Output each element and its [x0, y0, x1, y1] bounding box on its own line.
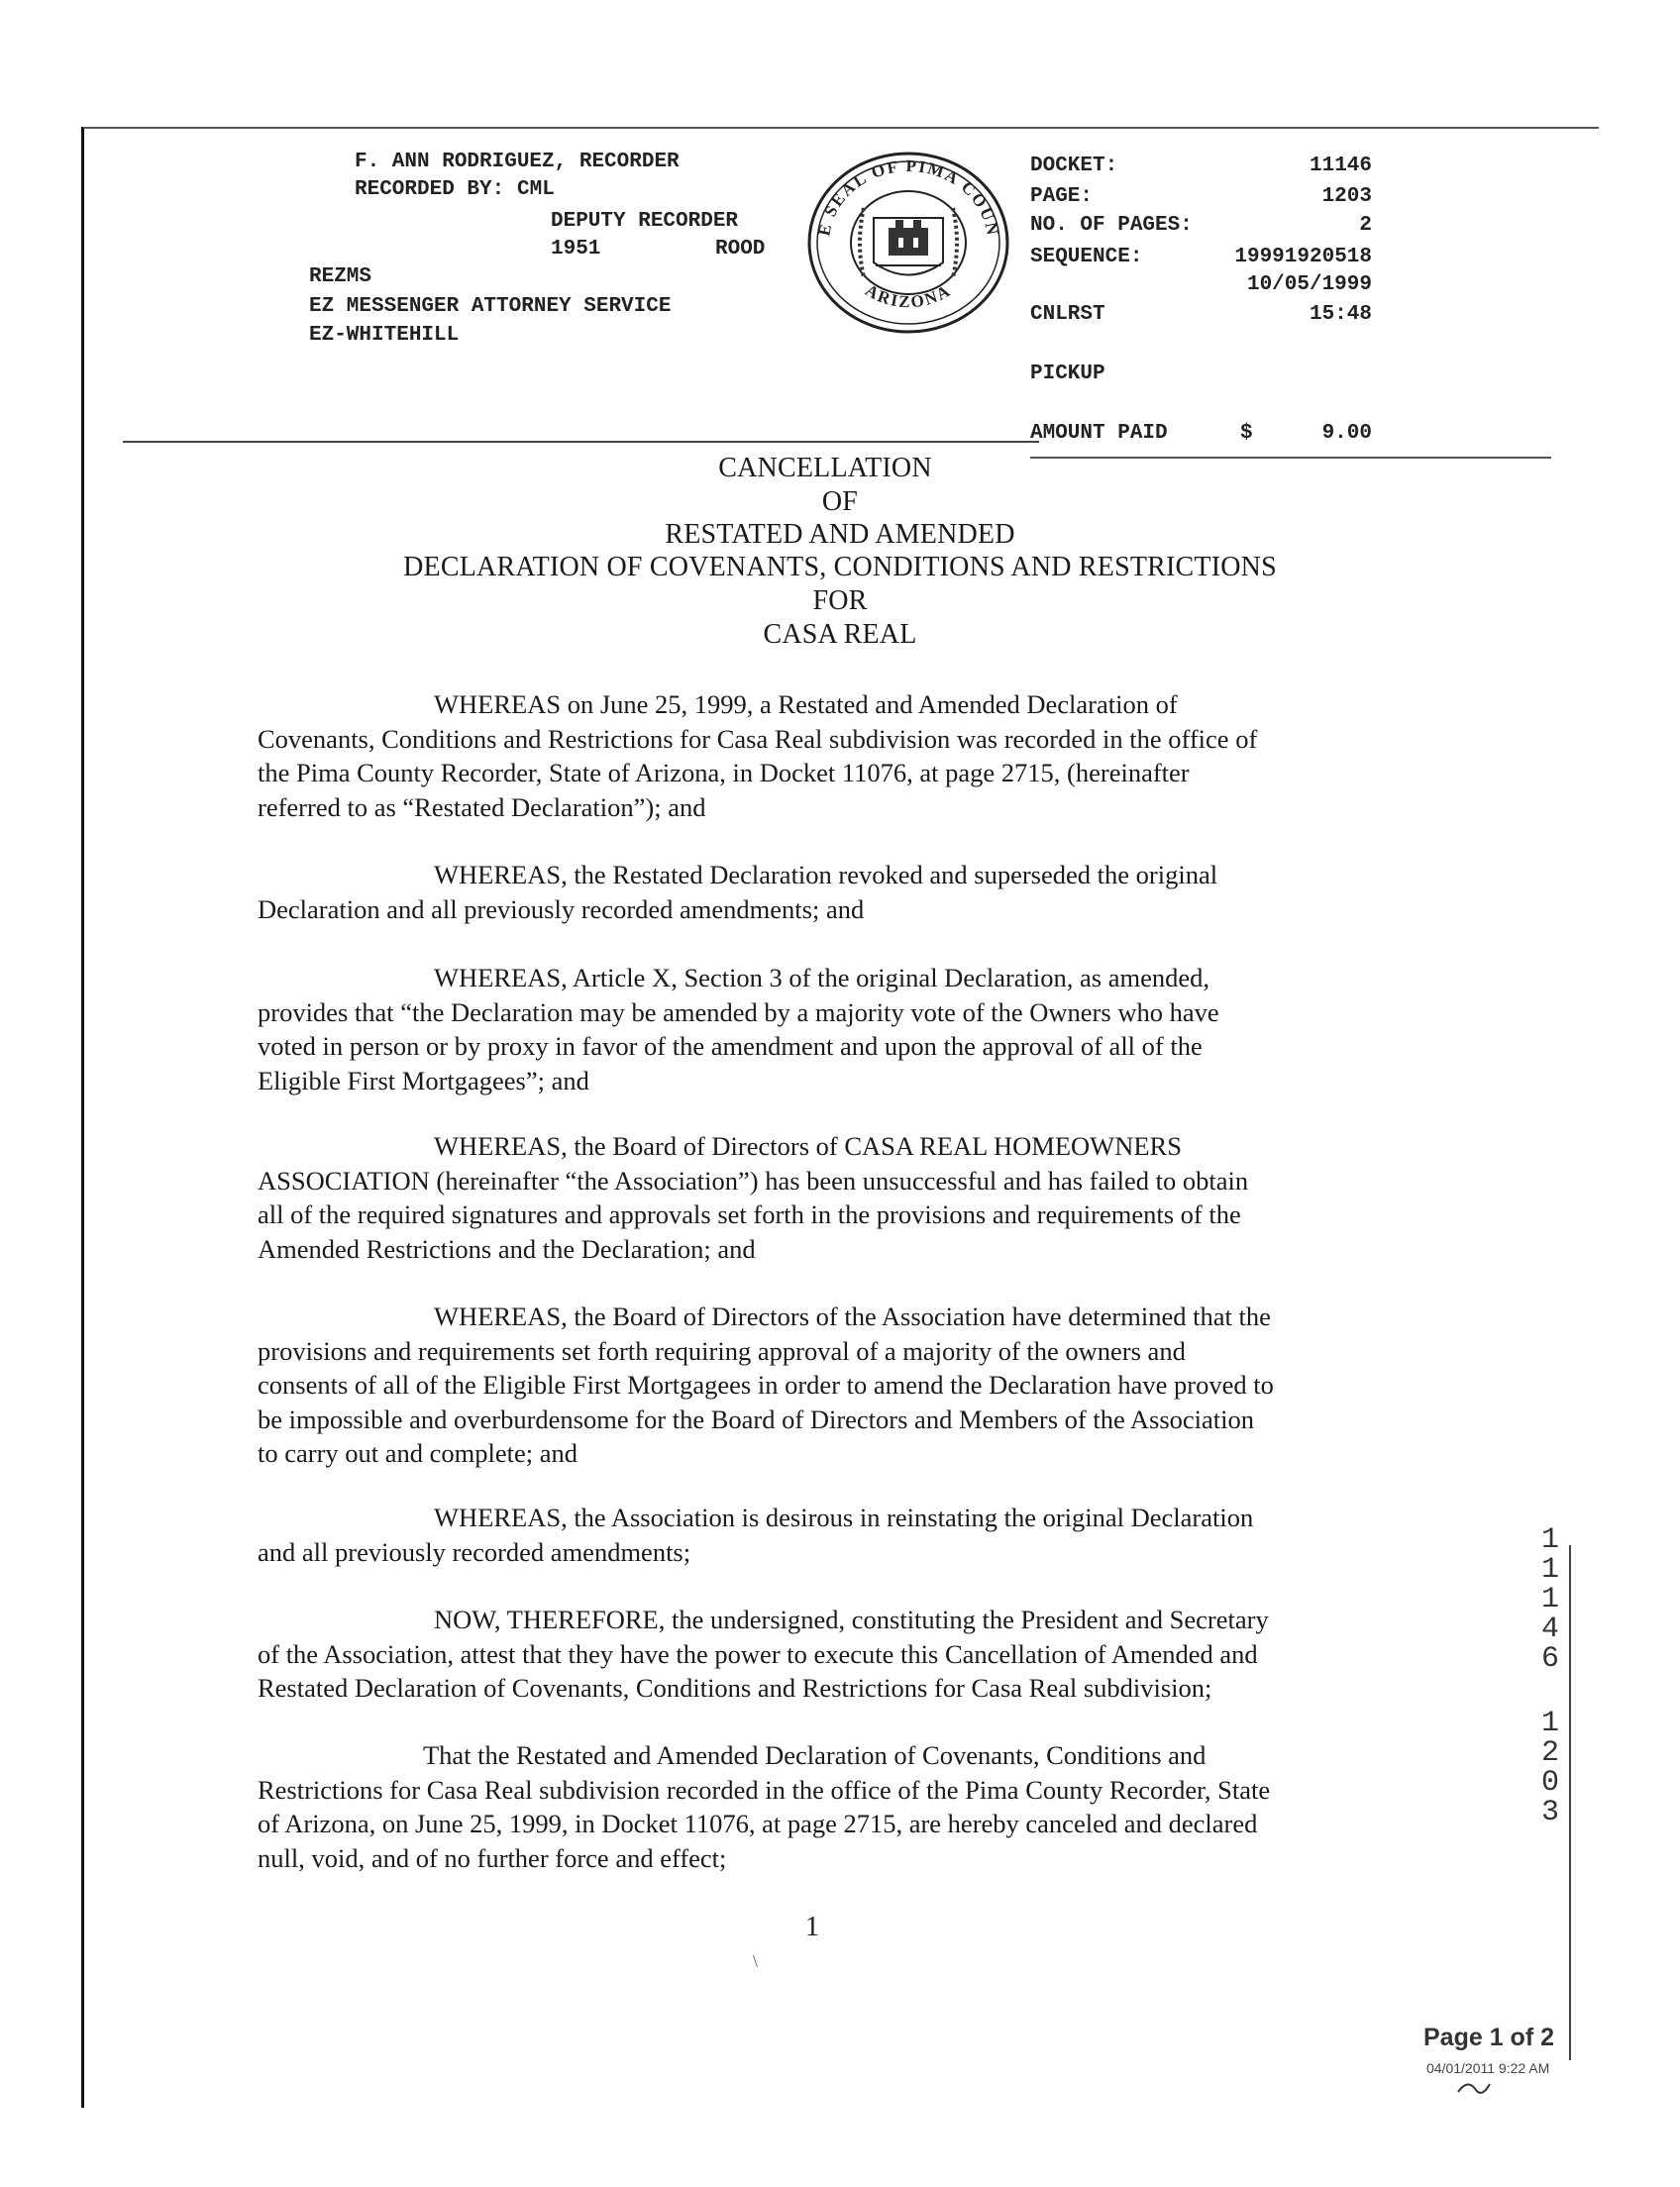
title-line-3: RESTATED AND AMENDED: [665, 519, 1015, 550]
paragraph-line: consents of all of the Eligible First Mortgagees in order to amend the Declaration have proved to: [258, 1370, 1274, 1400]
seal-bottom-text: ARIZONA: [862, 280, 955, 312]
title-line-1: CANCELLATION: [718, 453, 932, 483]
paragraph-line: all of the required signatures and approvals set forth in the provisions and requirements of the: [258, 1199, 1241, 1229]
title-line-6: CASA REAL: [763, 619, 917, 650]
time-value: 15:48: [1309, 303, 1372, 326]
paragraph-line: WHEREAS, the Association is desirous in reinstating the original Declaration: [434, 1503, 1254, 1532]
side-digit: 1: [1541, 1583, 1560, 1616]
paragraph-line: WHEREAS, the Board of Directors of the Association have determined that the: [434, 1302, 1271, 1331]
side-digit: 2: [1541, 1736, 1560, 1770]
paragraph-line: voted in person or by proxy in favor of the amendment and upon the approval of all of the: [258, 1031, 1203, 1061]
page-row: [1030, 185, 1372, 215]
side-digit: 1: [1541, 1707, 1560, 1740]
deputy-recorder: DEPUTY RECORDER: [551, 210, 739, 233]
type-label: CNLRST: [1030, 303, 1105, 326]
svg-text:ARIZONA: [862, 280, 954, 311]
paragraph-line: provisions and requirements set forth requiring approval of a majority of the owners and: [258, 1335, 1186, 1366]
title-line-4: DECLARATION OF COVENANTS, CONDITIONS AND RESTRICTIONS: [403, 552, 1277, 582]
rezms-code: REZMS: [309, 265, 372, 288]
paragraph-line: provides that “the Declaration may be amended by a majority vote of the Owners who have: [258, 996, 1219, 1027]
side-digit: 6: [1541, 1642, 1560, 1676]
paragraph-line: WHEREAS, the Restated Declaration revoked and superseded the original: [434, 860, 1218, 889]
paragraph-line: Declaration and all previously recorded amendments; and: [258, 893, 865, 924]
scribble-icon: [1454, 2072, 1494, 2102]
date-row: [1030, 273, 1372, 303]
messenger-service: EZ MESSENGER ATTORNEY SERVICE: [309, 295, 672, 318]
paragraph-line: Restated Declaration of Covenants, Conditions and Restrictions for Casa Real subdivision;: [258, 1673, 1212, 1703]
paragraph-line: Amended Restrictions and the Declaration; and: [258, 1233, 756, 1264]
pickup-row: [1030, 363, 1372, 392]
side-digit: 3: [1541, 1796, 1560, 1829]
paragraph-line: be impossible and overburdensome for the Board of Directors and Members of the Association: [258, 1404, 1255, 1434]
date-value: 10/05/1999: [1246, 273, 1372, 296]
side-digit: 1: [1541, 1523, 1560, 1557]
docket-row: [1030, 155, 1372, 184]
paragraph-line: Covenants, Conditions and Restrictions for Casa Real subdivision was recorded in the office of: [258, 723, 1258, 754]
right-margin-line: [1569, 1545, 1571, 2060]
paragraph-6: [258, 1501, 1387, 1569]
paragraph-5: [258, 1300, 1387, 1471]
recorded-by-value: CML: [517, 178, 555, 201]
paragraph-line: Restrictions for Casa Real subdivision recorded in the office of the Pima County Recorder, State: [258, 1774, 1271, 1805]
left-margin-line: [81, 127, 84, 2108]
sequence-value: 19991920518: [1234, 246, 1372, 268]
amount-label: AMOUNT PAID: [1030, 422, 1168, 445]
paragraph-8: [258, 1738, 1387, 1875]
pages-label: NO. OF PAGES:: [1030, 214, 1193, 237]
paragraph-line: to carry out and complete; and: [258, 1438, 578, 1468]
sequence-row: [1030, 246, 1372, 275]
pickup-label: PICKUP: [1030, 363, 1105, 385]
docket-label: DOCKET:: [1030, 155, 1118, 177]
page-of-label: Page 1 of 2: [1423, 2024, 1554, 2051]
page-number: 1: [805, 1912, 819, 1942]
sequence-label: SEQUENCE:: [1030, 246, 1143, 268]
paragraph-7: [258, 1603, 1387, 1706]
deputy-number: 1951: [551, 238, 601, 260]
side-digit: 1: [1541, 1553, 1560, 1587]
paragraph-line: null, void, and of no further force and effect;: [258, 1842, 727, 1873]
seal-icon: [804, 149, 1012, 337]
paragraph-line: and all previously recorded amendments;: [258, 1536, 691, 1567]
amount-currency: $: [1240, 422, 1253, 445]
stray-mark: \: [753, 1951, 759, 1971]
pima-county-seal: [804, 149, 1012, 337]
paragraph-line: NOW, THEREFORE, the undersigned, constituting the President and Secretary: [434, 1605, 1269, 1634]
paragraph-line: of the Association, attest that they have the power to execute this Cancellation of Amended and: [258, 1638, 1258, 1669]
paragraph-3: [258, 961, 1387, 1097]
deputy-code: ROOD: [715, 238, 766, 260]
paragraph-line: Eligible First Mortgagees”; and: [258, 1065, 589, 1095]
side-digit: 4: [1541, 1613, 1560, 1646]
paragraph-line: WHEREAS, the Board of Directors of CASA REAL HOMEOWNERS: [434, 1131, 1182, 1161]
page-label: PAGE:: [1030, 185, 1094, 208]
recorded-by-label: RECORDED BY:: [355, 178, 505, 201]
side-digit: 0: [1541, 1766, 1560, 1800]
title-line-2: OF: [821, 486, 859, 517]
paragraph-line: That the Restated and Amended Declaration of Covenants, Conditions and: [423, 1740, 1207, 1770]
recorder-name: F. ANN RODRIGUEZ, RECORDER: [355, 151, 680, 173]
page-value: 1203: [1321, 185, 1372, 208]
paragraph-line: referred to as “Restated Declaration”); and: [258, 791, 706, 822]
paragraph-2: [258, 858, 1387, 926]
paragraph-line: WHEREAS on June 25, 1999, a Restated and Amended Declaration of: [434, 689, 1178, 719]
paragraph-line: of Arizona, on June 25, 1999, in Docket 11076, at page 2715, are hereby canceled and declared: [258, 1809, 1258, 1838]
paragraph-line: ASSOCIATION (hereinafter “the Association”) has been unsuccessful and has failed to obtain: [258, 1165, 1249, 1196]
whitehill: EZ-WHITEHILL: [309, 324, 460, 347]
pages-value: 2: [1359, 214, 1372, 237]
header-top-rule: [83, 127, 1599, 129]
header-bottom-rule-left: [123, 441, 1039, 443]
amount-value: 9.00: [1321, 422, 1372, 445]
paragraph-1: [258, 687, 1387, 824]
title-line-5: FOR: [812, 585, 868, 616]
docket-value: 11146: [1309, 155, 1372, 177]
paragraph-line: the Pima County Recorder, State of Arizona, in Docket 11076, at page 2715, (hereinafter: [258, 758, 1190, 787]
pages-row: [1030, 214, 1372, 244]
paragraph-line: WHEREAS, Article X, Section 3 of the original Declaration, as amended,: [434, 963, 1210, 992]
seal-top-text: E SEAL OF PIMA COUN: [814, 156, 1002, 239]
print-timestamp: 04/01/2011 9:22 AM: [1426, 2060, 1550, 2076]
paragraph-4: [258, 1129, 1387, 1266]
amount-row: [1030, 422, 1372, 452]
handwritten-mark: [1454, 2072, 1494, 2107]
type-row: [1030, 303, 1372, 333]
